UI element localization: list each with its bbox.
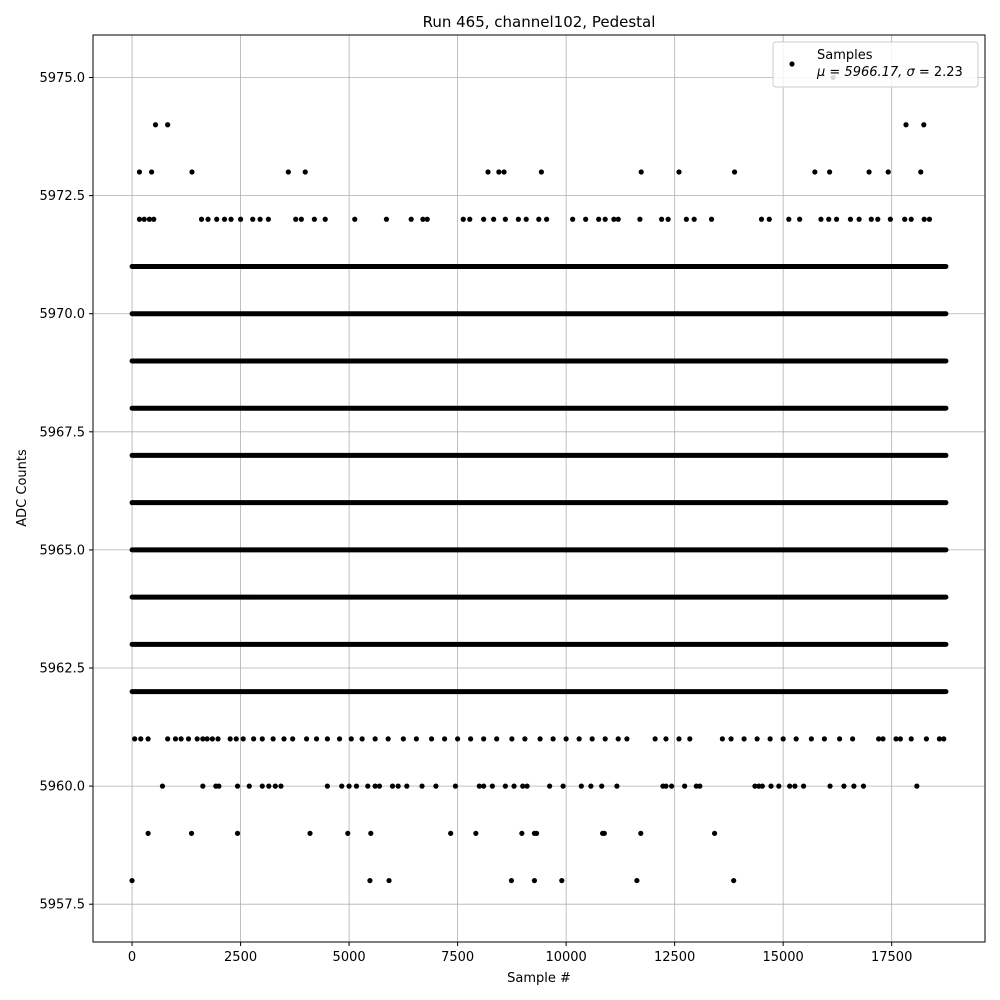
data-point <box>659 217 664 222</box>
data-point <box>473 831 478 836</box>
data-point <box>250 217 255 222</box>
data-point <box>731 878 736 883</box>
data-point <box>142 217 147 222</box>
legend-sigma-symbol: σ <box>906 65 915 80</box>
data-point <box>153 122 158 127</box>
data-point <box>414 736 419 741</box>
data-point <box>532 878 537 883</box>
data-point <box>303 169 308 174</box>
data-point <box>503 784 508 789</box>
data-point <box>634 878 639 883</box>
data-point <box>682 784 687 789</box>
data-point <box>666 217 671 222</box>
data-point <box>210 736 215 741</box>
data-point <box>501 169 506 174</box>
data-point <box>875 217 880 222</box>
y-tick-label: 5960.0 <box>39 779 85 795</box>
data-point <box>455 736 460 741</box>
data-point <box>564 736 569 741</box>
data-point <box>271 736 276 741</box>
data-point <box>663 784 668 789</box>
data-point <box>867 169 872 174</box>
data-point <box>837 736 842 741</box>
data-point <box>425 217 430 222</box>
data-point <box>684 217 689 222</box>
data-point <box>602 831 607 836</box>
data-point <box>266 217 271 222</box>
data-point <box>278 784 283 789</box>
data-point <box>433 784 438 789</box>
data-point <box>909 217 914 222</box>
data-point <box>467 217 472 222</box>
data-point <box>570 217 575 222</box>
data-point <box>560 784 565 789</box>
data-point <box>826 217 831 222</box>
data-point <box>697 784 702 789</box>
data-point <box>377 784 382 789</box>
data-point <box>850 736 855 741</box>
data-point <box>160 784 165 789</box>
data-point <box>314 736 319 741</box>
data-point <box>781 736 786 741</box>
data-point <box>260 784 265 789</box>
data-point <box>307 831 312 836</box>
data-point <box>759 217 764 222</box>
data-point <box>138 736 143 741</box>
data-point <box>216 784 221 789</box>
data-point <box>898 736 903 741</box>
data-point <box>534 831 539 836</box>
data-point <box>902 217 907 222</box>
data-point <box>516 217 521 222</box>
y-tick-label: 5975.0 <box>39 71 85 87</box>
data-point <box>339 784 344 789</box>
data-point <box>522 736 527 741</box>
data-point <box>205 217 210 222</box>
data-point <box>235 784 240 789</box>
data-point <box>281 736 286 741</box>
data-point <box>922 217 927 222</box>
data-point <box>927 217 932 222</box>
data-point <box>260 736 265 741</box>
data-point <box>429 736 434 741</box>
legend-series-label: Samples <box>817 48 873 63</box>
data-point <box>547 784 552 789</box>
data-point <box>461 217 466 222</box>
x-tick-label: 17500 <box>870 950 913 965</box>
data-point <box>637 217 642 222</box>
data-point <box>386 878 391 883</box>
legend-marker <box>789 61 794 66</box>
x-tick-label: 7500 <box>441 950 475 965</box>
data-point <box>583 217 588 222</box>
data-point <box>579 784 584 789</box>
x-tick-label: 5000 <box>332 950 366 965</box>
data-point <box>337 736 342 741</box>
data-point <box>596 217 601 222</box>
data-point <box>599 784 604 789</box>
data-point <box>273 784 278 789</box>
data-point <box>728 736 733 741</box>
x-tick-label: 15000 <box>762 950 804 965</box>
data-point <box>396 784 401 789</box>
chart-title: Run 465, channel102, Pedestal <box>422 13 656 31</box>
data-point <box>692 217 697 222</box>
data-point <box>818 217 823 222</box>
data-point <box>442 736 447 741</box>
data-point <box>165 736 170 741</box>
data-point <box>539 169 544 174</box>
data-point <box>536 217 541 222</box>
data-point <box>286 169 291 174</box>
data-point <box>129 878 134 883</box>
data-point <box>918 169 923 174</box>
data-point <box>448 831 453 836</box>
data-point <box>809 736 814 741</box>
data-point <box>848 217 853 222</box>
data-point <box>676 169 681 174</box>
data-point <box>551 736 556 741</box>
data-point <box>386 736 391 741</box>
y-tick-label: 5967.5 <box>39 425 85 441</box>
data-point <box>401 736 406 741</box>
data-point <box>228 736 233 741</box>
data-point <box>921 122 926 127</box>
data-point <box>638 831 643 836</box>
data-point <box>519 831 524 836</box>
data-point <box>603 736 608 741</box>
data-point <box>222 217 227 222</box>
data-point <box>247 784 252 789</box>
data-point <box>186 736 191 741</box>
data-point <box>323 217 328 222</box>
data-point <box>481 217 486 222</box>
data-point <box>776 784 781 789</box>
data-point <box>404 784 409 789</box>
data-point <box>354 784 359 789</box>
data-point <box>509 736 514 741</box>
y-tick-label: 5970.0 <box>39 307 85 323</box>
data-point <box>146 831 151 836</box>
data-point <box>485 169 490 174</box>
y-axis-label: ADC Counts <box>15 449 30 527</box>
data-point <box>137 169 142 174</box>
y-tick-label: 5972.5 <box>39 189 85 205</box>
y-tick-label: 5957.5 <box>39 897 85 913</box>
x-tick-label: 2500 <box>224 950 258 965</box>
data-point <box>352 217 357 222</box>
data-point <box>903 122 908 127</box>
data-point <box>590 736 595 741</box>
data-point <box>189 169 194 174</box>
data-point <box>132 736 137 741</box>
data-point <box>909 736 914 741</box>
data-point <box>787 784 792 789</box>
data-point <box>941 736 946 741</box>
data-point <box>189 831 194 836</box>
data-point <box>368 831 373 836</box>
data-point <box>886 169 891 174</box>
data-point <box>732 169 737 174</box>
data-point <box>179 736 184 741</box>
data-point <box>349 736 354 741</box>
data-point <box>199 217 204 222</box>
data-point <box>857 217 862 222</box>
data-point <box>228 217 233 222</box>
y-tick-label: 5962.5 <box>39 661 85 677</box>
data-point <box>812 169 817 174</box>
data-point <box>468 736 473 741</box>
data-point <box>588 784 593 789</box>
data-point <box>767 217 772 222</box>
data-point <box>481 784 486 789</box>
data-point <box>544 217 549 222</box>
data-point <box>653 736 658 741</box>
data-point <box>325 736 330 741</box>
data-point <box>822 736 827 741</box>
data-point <box>760 784 765 789</box>
data-point <box>616 736 621 741</box>
data-point <box>861 784 866 789</box>
data-point <box>453 784 458 789</box>
data-point <box>214 217 219 222</box>
data-point <box>290 736 295 741</box>
data-point <box>251 736 256 741</box>
data-point <box>509 878 514 883</box>
data-point <box>869 217 874 222</box>
legend <box>773 42 978 87</box>
data-point <box>299 217 304 222</box>
data-point <box>419 784 424 789</box>
data-point <box>365 784 370 789</box>
data-point <box>851 784 856 789</box>
data-point <box>827 784 832 789</box>
data-point <box>663 736 668 741</box>
data-point <box>312 217 317 222</box>
data-point <box>888 217 893 222</box>
data-point <box>490 784 495 789</box>
x-tick-label: 0 <box>127 950 137 965</box>
data-point <box>914 784 919 789</box>
data-point <box>709 217 714 222</box>
data-point <box>367 878 372 883</box>
data-point <box>235 831 240 836</box>
legend-stats-label <box>816 65 963 80</box>
data-point <box>137 217 142 222</box>
data-point <box>768 736 773 741</box>
data-point <box>373 736 378 741</box>
data-point <box>360 736 365 741</box>
data-point <box>577 736 582 741</box>
data-point <box>792 784 797 789</box>
data-point <box>345 831 350 836</box>
data-point <box>200 784 205 789</box>
data-point <box>390 784 395 789</box>
data-point <box>258 217 263 222</box>
data-point <box>741 736 746 741</box>
data-point <box>624 736 629 741</box>
data-point <box>639 169 644 174</box>
data-point <box>165 122 170 127</box>
data-point <box>384 217 389 222</box>
data-point <box>669 784 674 789</box>
data-point <box>173 736 178 741</box>
data-point <box>603 217 608 222</box>
data-point <box>494 736 499 741</box>
data-point <box>676 736 681 741</box>
x-tick-label: 12500 <box>653 950 696 965</box>
data-point <box>801 784 806 789</box>
data-point <box>616 217 621 222</box>
data-point <box>768 784 773 789</box>
data-point <box>149 169 154 174</box>
y-tick-label: 5965.0 <box>39 543 85 559</box>
data-point <box>924 736 929 741</box>
data-point <box>215 736 220 741</box>
data-point <box>712 831 717 836</box>
data-point <box>559 878 564 883</box>
data-point <box>481 736 486 741</box>
data-point <box>687 736 692 741</box>
data-point <box>755 736 760 741</box>
x-axis-label: Sample # <box>507 971 571 986</box>
data-point <box>266 784 271 789</box>
data-point <box>205 736 210 741</box>
x-tick-label: 10000 <box>545 950 587 965</box>
legend-stats-prefix: μ = 5966.17, <box>817 65 907 80</box>
data-point <box>409 217 414 222</box>
data-point <box>841 784 846 789</box>
data-point <box>537 736 542 741</box>
data-point <box>794 736 799 741</box>
data-point <box>511 784 516 789</box>
data-point <box>834 217 839 222</box>
data-point <box>238 217 243 222</box>
data-point <box>720 736 725 741</box>
data-point <box>880 736 885 741</box>
data-point <box>524 217 529 222</box>
data-point <box>786 217 791 222</box>
data-point <box>195 736 200 741</box>
data-point <box>797 217 802 222</box>
legend-stats-suffix: = 2.23 <box>914 65 963 80</box>
data-point <box>325 784 330 789</box>
data-point <box>524 784 529 789</box>
data-point <box>241 736 246 741</box>
data-point <box>146 736 151 741</box>
data-point <box>293 217 298 222</box>
data-point <box>151 217 156 222</box>
data-point <box>491 217 496 222</box>
data-point <box>827 169 832 174</box>
data-point <box>234 736 239 741</box>
data-point <box>304 736 309 741</box>
data-point <box>346 784 351 789</box>
data-point <box>496 169 501 174</box>
data-point <box>503 217 508 222</box>
data-point <box>614 784 619 789</box>
